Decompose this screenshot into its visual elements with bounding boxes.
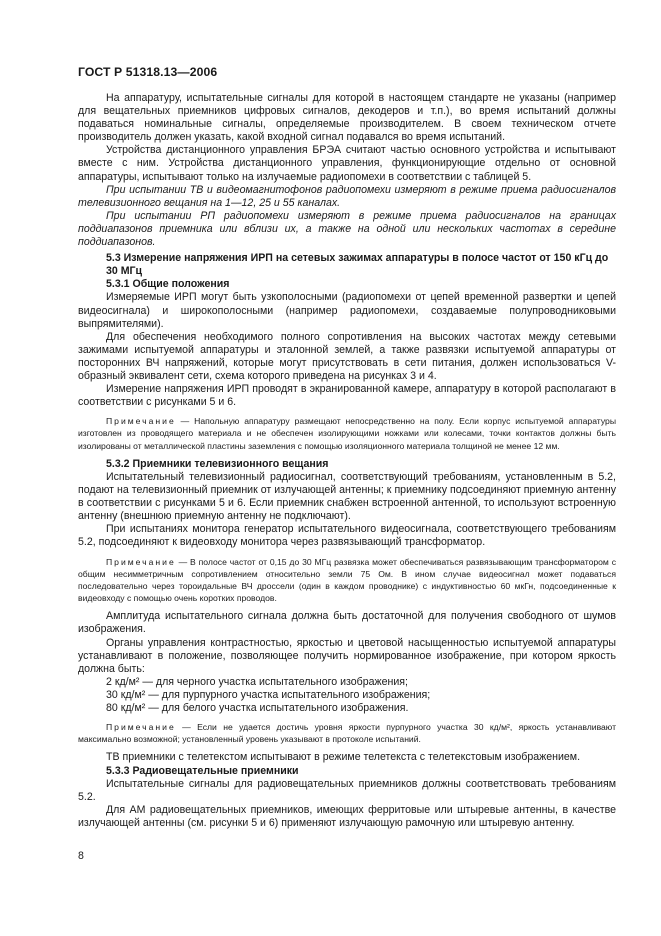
list-item: 30 кд/м² — для пурпурного участка испытательного изображения; — [106, 688, 431, 701]
note-text: — Напольную аппаратуру размещают непосредственно на полу. Если корпус испытуемой аппаратуры изготовлен из проводящего материала и не обеспечен изолирующими ножками или колесами, точки контактов должны быть изолированы от металлической пластины заземления с помощью изоляционного материала толщиной не менее 12 мм. — [78, 416, 616, 451]
paragraph: Испытательный телевизионный радиосигнал, соответствующий требованиям, установленным в 5.2, подают на телевизионный приемник от излучающей антенны; к приемнику подсоединяют приемную антенну в соответствии с рисунками 5 и 6. Если приемник снабжен встроенной антенной, то используют встроенную антенну (внешнюю приемную антенну не подключают). — [78, 470, 616, 523]
note-text: — В полосе частот от 0,15 до 30 МГц развязка может обеспечиваться развязывающим трансформатором с общим несимметричным сопротивлением относительно земли 75 Ом. В ином случае видеосигнал может подаваться последовательно через тороидальные ВЧ дроссели (один в каждом проводнике) с индуктивностью 60 мкГн, подсоединенные к видеовходу с помощью очень коротких проводов. — [78, 556, 616, 604]
section-heading: 5.3.2 Приемники телевизионного вещания — [106, 457, 329, 470]
list-item: 80 кд/м² — для белого участка испытательного изображения. — [106, 701, 409, 714]
paragraph: На аппаратуру, испытательные сигналы для которой в настоящем стандарте не указаны (например для вещательных приемников цифровых сигналов, декодеров и т.п.), во время испытаний должны подаваться номинальные сигналы, определяемые производителем. В своем техническом отчете производитель должен указать, какой входной сигнал подавался во время испытаний. — [78, 92, 616, 144]
note-label: Примечание — [106, 416, 176, 427]
paragraph: Устройства дистанционного управления БРЭА считают частью основного устройства и испытывают вместе с ним. Устройства дистанционного управления, функционирующие отдельно от основной аппаратуры, испытывают только на излучаемые радиопомехи в соответствии с таблицей 5. — [78, 144, 616, 183]
paragraph: Для АМ радиовещательных приемников, имеющих ферритовые или штыревые антенны, в качестве излучающей антенны (см. рисунки 5 и 6) применяют излучающую рамочную или штыревую антенну. — [78, 803, 616, 829]
paragraph: При испытании ТВ и видеомагнитофонов радиопомехи измеряют в режиме приема радиосигналов телевизионного вещания на 1—12, 25 и 55 каналах. — [78, 183, 616, 209]
paragraph: При испытаниях монитора генератор испытательного видеосигнала, соответствующего требованиям 5.2, подсоединяют к видеовходу монитора через развязывающий трансформатор. — [78, 523, 616, 549]
document-header: ГОСТ Р 51318.13—2006 — [78, 65, 218, 79]
paragraph: Амплитуда испытательного сигнала должна быть достаточной для получения свободного от шумов изображения. — [78, 610, 616, 636]
note — [78, 556, 616, 605]
paragraph: Испытательные сигналы для радиовещательных приемников должны соответствовать требованиям 5.2. — [78, 777, 616, 803]
paragraph: ТВ приемники с телетекстом испытывают в режиме телетекста с телетекстовым изображением. — [106, 751, 581, 764]
document-body — [78, 92, 616, 830]
paragraph: Измерение напряжения ИРП проводят в экранированной камере, аппаратуру в которой располагают в соответствии с рисунками 5 и 6. — [78, 383, 616, 409]
section-heading: 5.3.3 Радиовещательные приемники — [106, 764, 299, 777]
note-label: Примечание — [106, 722, 176, 733]
paragraph: При испытании РП радиопомехи измеряют в режиме приема радиосигналов на границах поддиапазонов приемника или вблизи их, а также на одной или нескольких частотах в середине поддиапазонов. — [78, 209, 616, 249]
note — [78, 415, 616, 452]
section-heading: 5.3 Измерение напряжения ИРП на сетевых зажимах аппаратуры в полосе частот от 150 кГц до 30 МГц — [106, 252, 609, 278]
note — [78, 721, 616, 745]
note-text: — Если не удается достичь уровня яркости пурпурного участка 30 кд/м², яркость устанавливают максимально возможной; установленный уровень указывают в протоколе испытаний. — [78, 722, 617, 745]
page-number: 8 — [78, 850, 84, 862]
paragraph: Для обеспечения необходимого полного сопротивления на высоких частотах между сетевыми зажимами испытуемой аппаратуры и эталонной землей, а также развязки испытуемой аппаратуры от посторонних ВЧ напряжений, которые могут присутствовать в сети питания, должен использоваться V-образный эквивалент сети, схема которого приведена на рисунках 3 и 4. — [78, 330, 616, 382]
paragraph: Измеряемые ИРП могут быть узкополосными (радиопомехи от цепей временной развертки и цепей видеосигнала) и широкополосными (например радиопомехи, создаваемые полупроводниковыми выпрямителями). — [78, 291, 616, 330]
note-label: Примечание — [106, 556, 176, 567]
paragraph: Органы управления контрастностью, яркостью и цветовой насыщенностью испытуемой аппаратуры устанавливают в положение, позволяющее получить нормированное изображение, при котором яркость должна быть: — [78, 636, 616, 675]
list-item: 2 кд/м² — для черного участка испытательного изображения; — [106, 675, 408, 688]
section-heading: 5.3.1 Общие положения — [106, 278, 230, 291]
